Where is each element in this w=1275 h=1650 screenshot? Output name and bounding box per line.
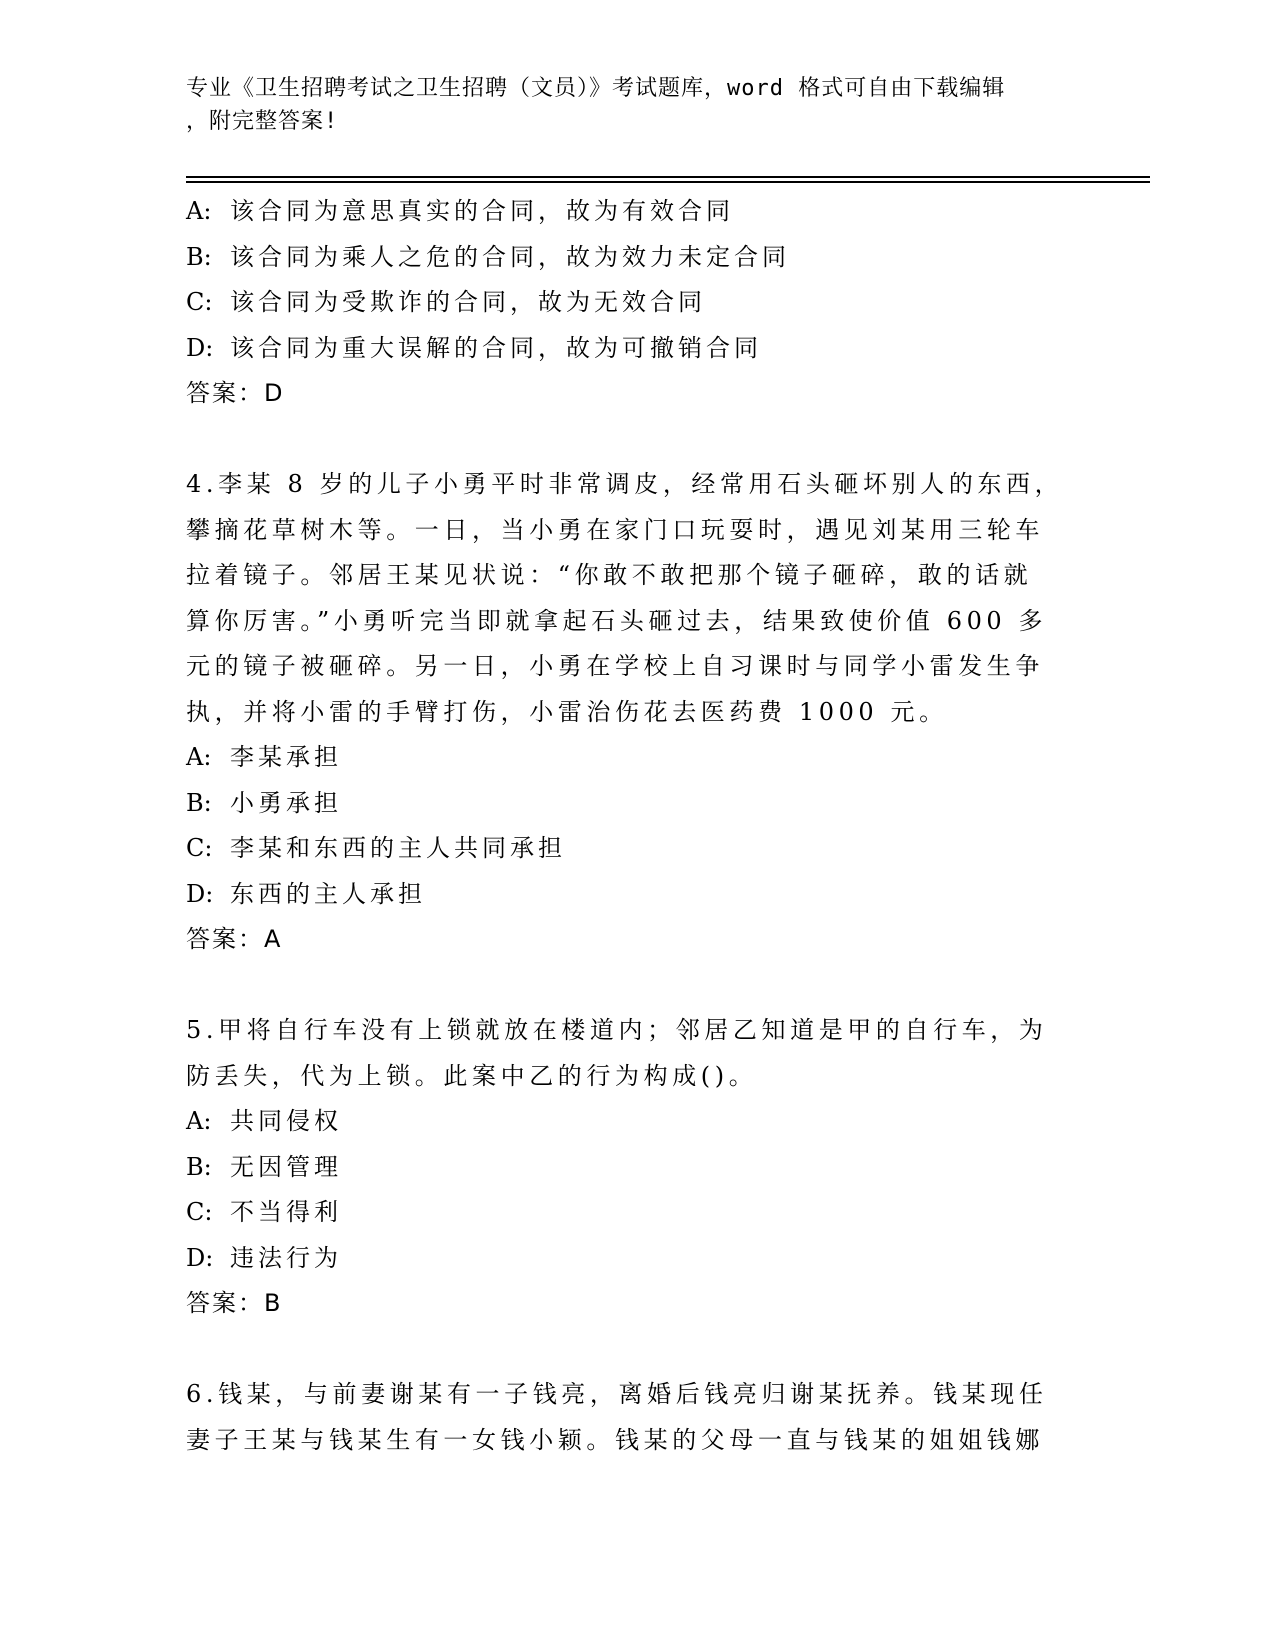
option-c <box>186 280 1066 326</box>
option-text: 共同侵权 <box>230 1107 342 1135</box>
header-rule-top <box>186 176 1150 178</box>
question-line: 算你厉害。”小勇听完当即就拿起石头砸过去，结果致使价值 600 多 <box>186 606 1048 635</box>
option-text: 小勇承担 <box>230 788 342 817</box>
header-line-1: 专业《卫生招聘考试之卫生招聘（文员）》考试题库，word 格式可自由下载编辑 <box>186 76 1006 101</box>
option-b <box>186 1145 1066 1191</box>
question-line: 执，并将小雷的手臂打伤，小雷治伤花去医药费 1000 元。 <box>186 697 948 726</box>
header-rule-bottom <box>186 181 1150 183</box>
question-line: 拉着镜子。邻居王某见状说：“你敢不敢把那个镜子砸碎，敢的话就 <box>186 561 1033 589</box>
question-4-text <box>186 462 1066 735</box>
option-key: C: <box>186 288 213 316</box>
option-key: B: <box>186 242 212 271</box>
option-key: D: <box>186 1243 214 1272</box>
option-d <box>186 326 1066 372</box>
option-d <box>186 1236 1066 1282</box>
spacer <box>186 963 1066 1009</box>
answer-q3: 答案：D <box>186 379 285 407</box>
option-d <box>186 872 1066 918</box>
question-line: 元的镜子被砸碎。另一日，小勇在学校上自习课时与同学小雷发生争 <box>186 652 1044 680</box>
question-3-options <box>186 189 1066 371</box>
question-5-text <box>186 1008 1066 1099</box>
question-line: 5.甲将自行车没有上锁就放在楼道内；邻居乙知道是甲的自行车，为 <box>186 1016 1048 1044</box>
question-5-options <box>186 1099 1066 1281</box>
option-b <box>186 235 1066 281</box>
option-a <box>186 1099 1066 1145</box>
option-key: A: <box>186 1107 212 1135</box>
option-text: 该合同为意思真实的合同，故为有效合同 <box>230 197 734 225</box>
spacer <box>186 417 1066 463</box>
question-line: 妻子王某与钱某生有一女钱小颖。钱某的父母一直与钱某的姐姐钱娜 <box>186 1425 1044 1454</box>
option-text: 不当得利 <box>230 1198 342 1226</box>
answer-q5: 答案：B <box>186 1289 283 1317</box>
option-text: 李某和东西的主人共同承担 <box>230 834 566 862</box>
option-a <box>186 735 1066 781</box>
question-line: 攀摘花草树木等。一日，当小勇在家门口玩耍时，遇见刘某用三轮车 <box>186 515 1044 544</box>
option-text: 李某承担 <box>230 743 342 771</box>
question-content <box>186 189 1066 1463</box>
option-text: 该合同为受欺诈的合同，故为无效合同 <box>230 288 706 316</box>
option-text: 东西的主人承担 <box>230 879 426 908</box>
option-b <box>186 781 1066 827</box>
header-line-2: ，附完整答案! <box>186 109 339 134</box>
option-key: C: <box>186 1198 213 1226</box>
option-key: A: <box>186 743 212 771</box>
page-header <box>186 72 1066 138</box>
option-text: 无因管理 <box>230 1152 342 1181</box>
spacer <box>186 1327 1066 1373</box>
question-line: 4.李某 8 岁的儿子小勇平时非常调皮，经常用石头砸坏别人的东西， <box>186 470 1064 498</box>
option-key: D: <box>186 879 214 908</box>
option-key: A: <box>186 197 212 225</box>
option-key: B: <box>186 788 212 817</box>
option-text: 违法行为 <box>230 1243 342 1272</box>
option-text: 该合同为乘人之危的合同，故为效力未定合同 <box>230 242 790 271</box>
question-line: 防丢失，代为上锁。此案中乙的行为构成()。 <box>186 1061 758 1090</box>
question-line: 6.钱某，与前妻谢某有一子钱亮，离婚后钱亮归谢某抚养。钱某现任 <box>186 1380 1048 1408</box>
option-text: 该合同为重大误解的合同，故为可撤销合同 <box>230 333 762 362</box>
option-key: C: <box>186 834 213 862</box>
question-4-options <box>186 735 1066 917</box>
option-c <box>186 1190 1066 1236</box>
option-key: B: <box>186 1152 212 1181</box>
option-c <box>186 826 1066 872</box>
answer-q4: 答案：A <box>186 925 283 953</box>
question-6-text <box>186 1372 1066 1463</box>
option-key: D: <box>186 333 214 362</box>
option-a <box>186 189 1066 235</box>
